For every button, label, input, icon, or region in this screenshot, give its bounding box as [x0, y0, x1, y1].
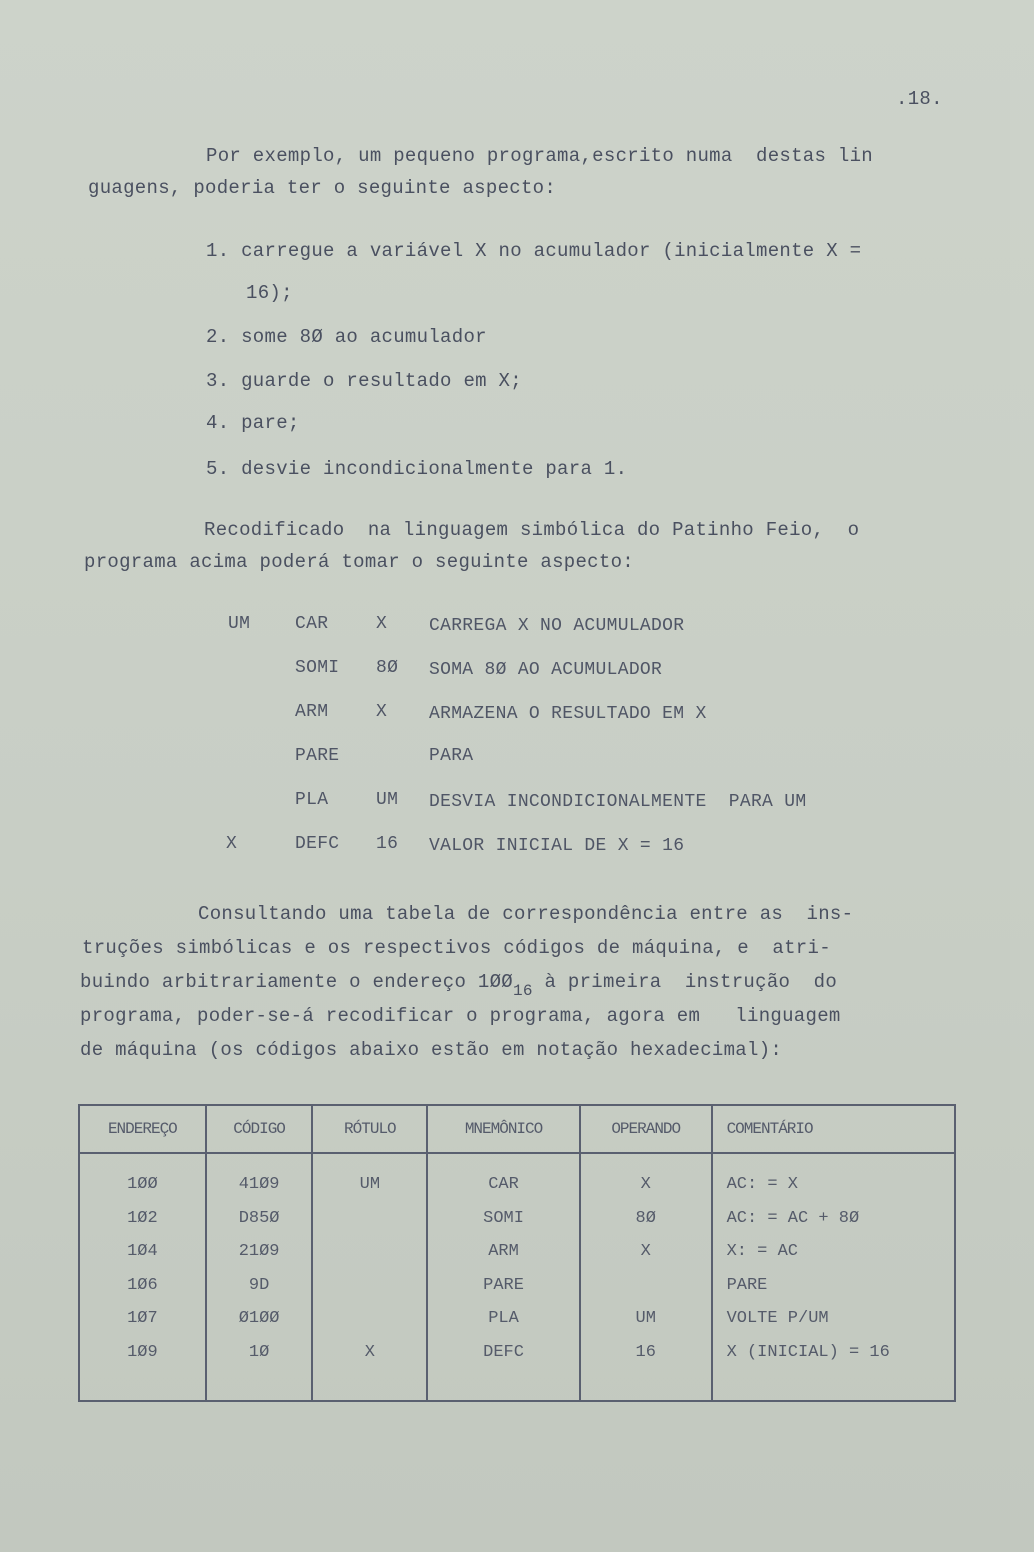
table-cell: ARM [488, 1242, 519, 1262]
recode-line-1: Recodificado na linguagem simbólica do Patinho Feio, o [204, 519, 860, 541]
step-text: desvie incondicionalmente para 1. [241, 458, 628, 480]
symbolic-comment: CARREGA X NO ACUMULADOR [429, 616, 685, 636]
table-cell: SOMI [483, 1208, 524, 1228]
symbolic-comment: SOMA 8Ø AO ACUMULADOR [429, 660, 663, 680]
table-cell: DEFC [483, 1342, 524, 1362]
consult-line-5: de máquina (os códigos abaixo estão em notação hexadecimal): [80, 1039, 783, 1061]
table-cell: PLA [488, 1309, 519, 1329]
machine-code-table [78, 1104, 956, 1402]
step-3 [206, 370, 522, 392]
header-operando: OPERANDO [580, 1105, 712, 1153]
step-1-continuation: 16); [246, 282, 293, 304]
header-mnemonico: MNEMÔNICO [427, 1105, 580, 1153]
step-text: guarde o resultado em X; [241, 370, 522, 392]
column-rotulo [312, 1153, 427, 1401]
symbolic-label: X [226, 834, 238, 854]
step-number: 2. [206, 326, 230, 348]
base-subscript: 16 [512, 982, 533, 1000]
table-cell: AC: = AC + 8Ø [726, 1208, 860, 1228]
table-cell: 1Ø2 [127, 1208, 158, 1228]
symbolic-mnemonic: DEFC [295, 834, 340, 854]
symbolic-operand: X [376, 614, 388, 634]
table-cell: 9D [248, 1275, 270, 1295]
table-cell: 1Ø4 [127, 1242, 158, 1262]
table-cell: 16 [635, 1342, 656, 1362]
symbolic-comment: PARA [429, 746, 474, 766]
table-cell [581, 1269, 711, 1303]
step-number: 5. [206, 458, 230, 480]
table-cell: Ø1ØØ [238, 1309, 280, 1329]
header-codigo: CÓDIGO [206, 1105, 313, 1153]
symbolic-label: UM [228, 614, 251, 634]
table-cell: 1Ø [248, 1342, 270, 1362]
step-text: carregue a variável X no acumulador (inicialmente X = [241, 240, 862, 262]
table-cell: X (INICIAL) = 16 [726, 1342, 890, 1362]
column-endereco [79, 1153, 206, 1401]
table-cell [313, 1302, 426, 1336]
step-number: 3. [206, 370, 230, 392]
table-cell: 41Ø9 [238, 1175, 280, 1194]
column-operando [580, 1153, 712, 1401]
table-cell: X [640, 1175, 651, 1194]
page-number: .18. [896, 88, 943, 110]
step-1 [206, 240, 861, 262]
step-number: 4. [206, 412, 230, 434]
consult-line-3 [80, 966, 837, 1000]
table-cell: PARE [726, 1275, 768, 1295]
consult-line-4: programa, poder-se-á recodificar o programa, agora em linguagem [80, 1005, 841, 1027]
table-cell [313, 1269, 426, 1303]
recode-line-2: programa acima poderá tomar o seguinte aspecto: [84, 551, 634, 573]
intro-line-2: guagens, poderia ter o seguinte aspecto: [88, 177, 557, 199]
step-5 [206, 458, 627, 480]
consult-line-3-start: buindo arbitrariamente o endereço 1ØØ [80, 971, 513, 993]
symbolic-mnemonic: PARE [295, 746, 340, 766]
table-cell: D85Ø [238, 1208, 280, 1228]
table-cell [313, 1202, 426, 1236]
table-cell: CAR [488, 1175, 519, 1194]
symbolic-operand: 8Ø [376, 658, 399, 678]
table-header-row [79, 1105, 955, 1153]
header-comentario: COMENTÁRIO [712, 1105, 955, 1153]
step-text: some 8Ø ao acumulador [241, 326, 487, 348]
column-mnemonico [427, 1153, 580, 1401]
symbolic-comment: VALOR INICIAL DE X = 16 [429, 836, 685, 856]
table-cell: AC: = X [726, 1175, 798, 1194]
consult-line-1: Consultando uma tabela de correspondência entre as ins- [198, 903, 854, 925]
table-cell: 1ØØ [127, 1175, 158, 1194]
step-number: 1. [206, 240, 230, 262]
consult-line-2: truções simbólicas e os respectivos códigos de máquina, e atri- [82, 937, 831, 959]
symbolic-mnemonic: SOMI [295, 658, 340, 678]
header-endereco: ENDEREÇO [79, 1105, 206, 1153]
table-cell: PARE [483, 1275, 524, 1295]
table-cell: 8Ø [635, 1208, 656, 1228]
column-comentario [712, 1153, 955, 1401]
intro-line-1: Por exemplo, um pequeno programa,escrito numa destas lin [206, 145, 874, 167]
column-codigo [206, 1153, 313, 1401]
table-cell: 1Ø9 [127, 1342, 158, 1362]
table-cell: 1Ø7 [127, 1309, 158, 1329]
table-body [79, 1153, 955, 1401]
symbolic-operand: UM [376, 790, 399, 810]
header-rotulo: RÓTULO [312, 1105, 427, 1153]
symbolic-operand: 16 [376, 834, 399, 854]
consult-line-3-end: à primeira instrução do [532, 971, 838, 993]
step-text: pare; [241, 412, 300, 434]
table-cell: X [640, 1242, 651, 1262]
symbolic-operand: X [376, 702, 388, 722]
table-cell [313, 1235, 426, 1269]
symbolic-comment: ARMAZENA O RESULTADO EM X [429, 704, 707, 724]
table-cell: 1Ø6 [127, 1275, 158, 1295]
symbolic-mnemonic: PLA [295, 790, 329, 810]
symbolic-mnemonic: ARM [295, 702, 329, 722]
symbolic-comment: DESVIA INCONDICIONALMENTE PARA UM [429, 792, 807, 812]
table-cell: X [364, 1342, 375, 1362]
table-cell: UM [635, 1309, 656, 1329]
table-cell: X: = AC [726, 1242, 798, 1262]
symbolic-mnemonic: CAR [295, 614, 329, 634]
step-2 [206, 326, 487, 348]
table-cell: VOLTE P/UM [726, 1309, 829, 1329]
table-cell: 21Ø9 [238, 1242, 280, 1262]
table-cell: UM [359, 1175, 381, 1194]
step-4 [206, 412, 300, 434]
